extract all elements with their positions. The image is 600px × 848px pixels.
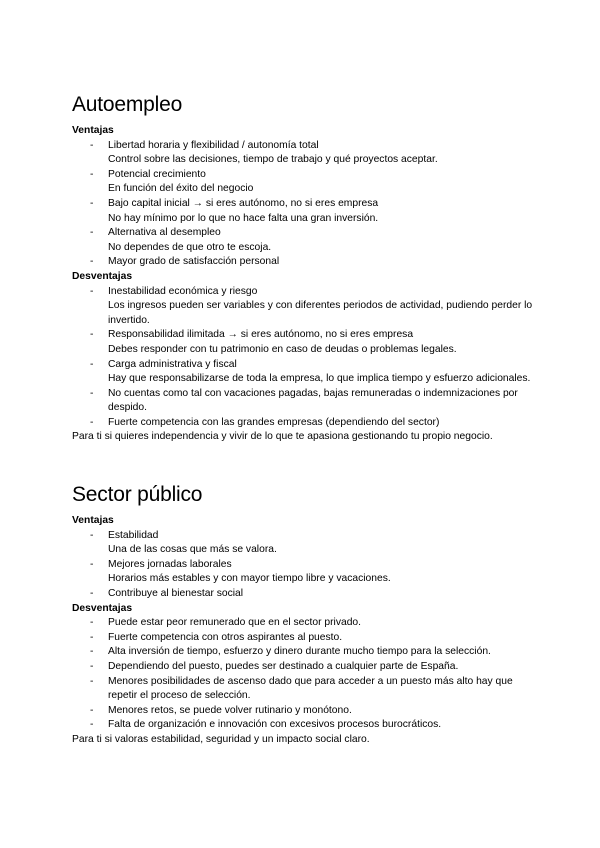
- list-item: [72, 285, 542, 329]
- list-item: [72, 387, 542, 416]
- list-item: [72, 328, 542, 357]
- list-item-detail: Horarios más estables y con mayor tiempo libre y vacaciones.: [108, 573, 391, 585]
- list-item: [72, 255, 542, 270]
- section-title-autoempleo: Autoempleo: [72, 93, 183, 116]
- bullet-dash: -: [90, 416, 94, 428]
- list-item-text: Carga administrativa y fiscal: [108, 358, 237, 370]
- cons-list: [72, 285, 542, 431]
- list-item-text: Alternativa al desempleo: [108, 227, 221, 239]
- list-item: [72, 197, 542, 226]
- list-item-text: Falta de organización e innovación con excesivos procesos burocráticos.: [108, 719, 442, 731]
- list-item-text: Potencial crecimiento: [108, 168, 206, 180]
- bullet-dash: -: [90, 704, 94, 716]
- list-item-detail: Hay que responsabilizarse de toda la empresa, lo que implica tiempo y esfuerzo adicionales.: [108, 373, 531, 385]
- list-item-text: Estabilidad: [108, 529, 159, 541]
- list-item: [72, 587, 542, 602]
- list-item-text: Alta inversión de tiempo, esfuerzo y dinero durante mucho tiempo para la selección.: [108, 646, 491, 658]
- list-item-text: No cuentas como tal con vacaciones pagadas, bajas remuneradas o indemnizaciones por despido.: [108, 387, 518, 414]
- list-item-detail: En función del éxito del negocio: [108, 183, 254, 195]
- list-item-text: Dependiendo del puesto, puedes ser destinado a cualquier parte de España.: [108, 660, 459, 672]
- list-item-text: Libertad horaria y flexibilidad / autonomía total: [108, 139, 319, 151]
- bullet-dash: -: [90, 719, 94, 731]
- bullet-dash: -: [90, 529, 94, 541]
- list-item-text: Fuerte competencia con las grandes empresas (dependiendo del sector): [108, 416, 440, 428]
- list-item: [72, 645, 542, 660]
- list-item-text: Inestabilidad económica y riesgo: [108, 285, 258, 297]
- list-item: [72, 139, 542, 168]
- bullet-dash: -: [90, 631, 94, 643]
- section-summary: Para ti si valoras estabilidad, seguridad y un impacto social claro.: [72, 733, 370, 745]
- list-item-text: Mejores jornadas laborales: [108, 558, 232, 570]
- list-item: [72, 616, 542, 631]
- list-item-text: Mayor grado de satisfacción personal: [108, 256, 280, 268]
- list-item-text: Menores posibilidades de ascenso dado que para acceder a un puesto más alto hay que repetir el proceso de selección.: [108, 675, 513, 702]
- list-item-text: Puede estar peor remunerado que en el sector privado.: [108, 617, 362, 629]
- list-item-detail: No hay mínimo por lo que no hace falta una gran inversión.: [108, 212, 379, 224]
- section-body-autoempleo: [72, 124, 542, 445]
- list-item-text: Contribuye al bienestar social: [108, 587, 244, 599]
- bullet-dash: -: [90, 660, 94, 672]
- bullet-dash: -: [90, 329, 94, 341]
- cons-label: Desventajas: [72, 270, 133, 282]
- bullet-dash: -: [90, 285, 94, 297]
- list-item-text: Fuerte competencia con otros aspirantes al puesto.: [108, 631, 343, 643]
- bullet-dash: -: [90, 168, 94, 180]
- list-item: [72, 704, 542, 719]
- section-title-sector-publico: Sector público: [72, 483, 203, 506]
- list-item: [72, 529, 542, 558]
- list-item-text: Bajo capital inicial → si eres autónomo, no si eres empresa: [108, 197, 379, 209]
- bullet-dash: -: [90, 358, 94, 370]
- pros-label: Ventajas: [72, 125, 114, 136]
- pros-list: [72, 529, 542, 602]
- list-item-detail: No dependes de que otro te escoja.: [108, 241, 272, 253]
- bullet-dash: -: [90, 139, 94, 151]
- list-item: [72, 660, 542, 675]
- list-item: [72, 226, 542, 255]
- section-body-sector-publico: [72, 514, 542, 748]
- cons-list: [72, 616, 542, 733]
- list-item-detail: Control sobre las decisiones, tiempo de trabajo y qué proyectos aceptar.: [108, 154, 438, 166]
- cons-label: Desventajas: [72, 602, 133, 614]
- bullet-dash: -: [90, 227, 94, 239]
- list-item: [72, 358, 542, 387]
- list-item-detail: Los ingresos pueden ser variables y con diferentes periodos de actividad, pudiendo perder lo invertido.: [108, 300, 533, 326]
- list-item: [72, 558, 542, 587]
- bullet-dash: -: [90, 646, 94, 658]
- bullet-dash: -: [90, 587, 94, 599]
- list-item: [72, 416, 542, 431]
- list-item-detail: Debes responder con tu patrimonio en caso de deudas o problemas legales.: [108, 343, 457, 355]
- list-item: [72, 718, 542, 733]
- list-item-text: Responsabilidad ilimitada → si eres autónomo, no si eres empresa: [108, 329, 414, 341]
- pros-list: [72, 139, 542, 270]
- list-item-text: Menores retos, se puede volver rutinario y monótono.: [108, 704, 352, 716]
- pros-label: Ventajas: [72, 515, 114, 526]
- bullet-dash: -: [90, 675, 94, 687]
- bullet-dash: -: [90, 617, 94, 629]
- section-summary: Para ti si quieres independencia y vivir de lo que te apasiona gestionando tu propio negocio.: [72, 431, 493, 443]
- bullet-dash: -: [90, 387, 94, 399]
- list-item: [72, 168, 542, 197]
- bullet-dash: -: [90, 256, 94, 268]
- bullet-dash: -: [90, 197, 94, 209]
- list-item: [72, 631, 542, 646]
- list-item-detail: Una de las cosas que más se valora.: [108, 544, 277, 556]
- bullet-dash: -: [90, 558, 94, 570]
- list-item: [72, 675, 542, 704]
